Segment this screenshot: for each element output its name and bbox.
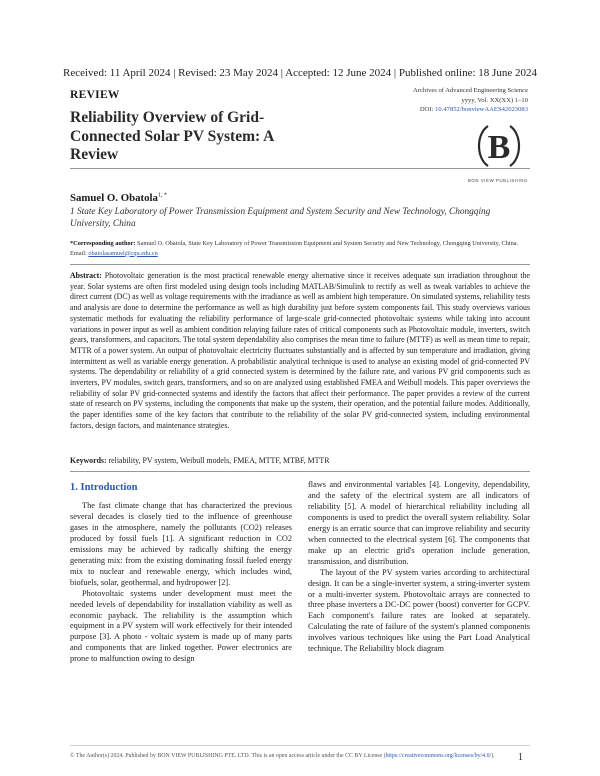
corresponding-text: Samuel O. Obatola, State Key Laboratory of Power Transmission Equipment and System Security and New Technology, Chongqing University, China. Email: [70, 240, 519, 257]
license-link[interactable]: https://creativecommons.org/licenses/by/4.0/ [385, 753, 492, 759]
publication-dates: Received: 11 April 2024 | Revised: 23 May 2024 | Accepted: 12 June 2024 | Published online: 18 June 2024 [63, 67, 537, 79]
footer-divider [70, 745, 530, 746]
article-type-label: REVIEW [70, 89, 120, 101]
publisher-logo-text: BON VIEW PUBLISHING [467, 178, 529, 183]
abstract-top-divider [70, 264, 530, 265]
body-column-right [308, 480, 530, 655]
publisher-logo-letter: B [487, 129, 511, 166]
author-name-line [70, 192, 167, 204]
license-text: © The Author(s) 2024. Published by BON VIEW PUBLISHING PTE. LTD. This is an open access article under the CC BY License ( [70, 753, 386, 759]
doi-prefix: DOI: [419, 106, 436, 113]
paragraph: The layout of the PV system varies according to architectural design. It can be a single-inverter system, a string-inverter system or a multi-inverter system. Photovoltaic arrays are connected to three phase inverters a DC-DC power (boost) converter for GCPV. Each component's failure rates are looked at separately. Calculating the rate of failure of the system's planned components involves various techniques like using the Part Load Analytical technique. The Reliability block diagram [308, 567, 530, 654]
doi-line [413, 105, 528, 115]
abstract [70, 271, 530, 432]
keywords-text: reliability, PV system, Weibull models, FMEA, MTTF, MTBF, MTTR [106, 456, 330, 465]
author-email-link[interactable]: obatolasamuel@cqu.edu.cn [88, 249, 158, 257]
keywords [70, 456, 530, 467]
abstract-text: Photovoltaic generation is the most practical renewable energy alternative since it receives adequate sun irradiation throughout the year. Solar systems are often first modeled using design tools including MATLAB/Simulink to rectify as well as tweak variables to achieve the direct current (DC) as well as voltage requirements with the irradiance as well as ambient high temperature. On simulated systems, reliability tests and analysis are done to determine the performance as well as high durability just before system components fail. This study overviews various systematic methods for evaluating the reliability performance of large-scale grid-connected photovoltaic systems while taking into account variations in power input as well as ambient condition relaying failure rates of critical components such as Photovoltaic module, inverters, switch gears, transformers, and capacitors. The total system dependability also comprises the mean time to failure (MTTF) as well as mean time to repair, MTTR of a power system. An output of photovoltaic electricity fluctuates substantially and is affected by sun temperature and irradiation, giving intermittent as well as variable energy generation. A probabilistic analytical technique is used to analyse an existing model of grid-connected PV systems. The dependability or reliability of a grid connected system is determined by the failure rate, and various PV grid components such as inverters, PV modules, switch gears, transformers, and so on are analyzed using established FMEA and Weibull models. This paper overviews the reliability of solar PV grid-connected systems and identify the factors that affect their performance. The paper provides a review of the current state of research on PV systems, including the components that make up the system, their operation, and the potential failure modes. Additionally, the paper identifies some of the key factors that contribute to the reliability of the solar PV grid-connected system, including environmental factors, design factors, and maintenance strategies. [70, 271, 531, 430]
corresponding-label: *Corresponding author: [70, 240, 136, 247]
abstract-label: Abstract: [70, 271, 102, 280]
header-divider [70, 168, 530, 169]
publisher-logo-icon [468, 124, 530, 168]
paragraph: flaws and environmental variables [4]. Longevity, dependability, and the safety of the electrical system are all indicators of reliability [5]. A model of hierarchical reliability including all components is used to predict the overall system reliability. Solar energy is an erratic source that can improve reliability and security when connected to the electrical system [6]. The components that make up an electric grid's operation include generation, transmission, and distribution. [308, 480, 530, 566]
author-name: Samuel O. Obatola [70, 192, 158, 204]
corresponding-author [70, 239, 530, 258]
author-affiliation: 1 State Key Laboratory of Power Transmission Equipment and System Security and New Technology, Chongqing University, China [70, 207, 491, 229]
paper-title: Reliability Overview of Grid-Connected Solar PV System: A Review [70, 109, 274, 163]
page-number: 1 [518, 752, 523, 763]
journal-name: Archives of Advanced Engineering Science [413, 87, 528, 94]
keywords-label: Keywords: [70, 456, 107, 465]
doi-link[interactable]: 10.47852/bonviewAAES42023083 [435, 106, 528, 113]
paragraph: The fast climate change that has characterized the previous several decades is closely tied to the influence of greenhouse gases in the atmosphere, namely the pollutants (CO2) releases produced by fossil fuels [1]. A significant reduction in CO2 emissions may be achieved by radically shifting the energy generating mix: from the existing dominating fossil fueled energy mix to nuclear and renewable energy, which includes wind, biofuels, solar, geothermal, and hydropower [2]. [70, 501, 292, 587]
license-footer [70, 752, 510, 761]
journal-info [413, 86, 528, 115]
keywords-divider [70, 471, 530, 472]
license-close: ). [491, 753, 495, 759]
author-superscript: 1, * [157, 192, 167, 199]
paragraph: Photovoltaic systems under development must meet the needed levels of dependability for installation viability as well as economic payback. The reliability is the assumption which equipment in a PV system will work effectively for their intended purpose [3]. A photo - voltaic system is made up of many parts and components that are linked together. Power electronics are prone to malfunction owing to design [70, 588, 292, 664]
section-heading-introduction: 1. Introduction [70, 482, 138, 493]
body-column-left [70, 501, 292, 665]
journal-volume: yyyy, Vol. XX(XX) 1–10 [461, 96, 528, 104]
